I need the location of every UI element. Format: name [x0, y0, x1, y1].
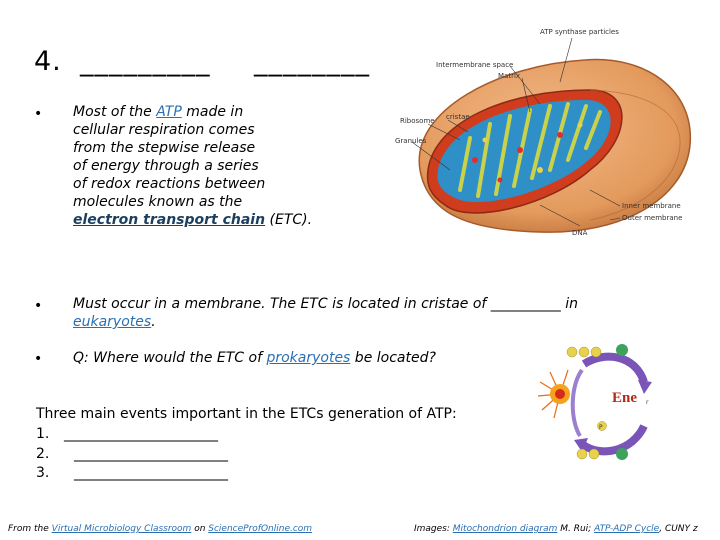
label-ribosome: Ribosome	[400, 117, 435, 125]
atp-adp-cycle-diagram	[536, 336, 660, 468]
footer-right	[414, 524, 698, 534]
label-inner-membrane: Inner membrane	[622, 202, 681, 210]
virtual-microbiology-link[interactable]: Virtual Microbiology Classroom	[51, 524, 192, 534]
prokaryotes-link[interactable]: prokaryotes	[266, 350, 351, 366]
cycle-phosphate-label: P	[599, 424, 603, 431]
event-1-blank: ______________________	[64, 426, 218, 442]
bullet-3	[73, 349, 493, 367]
events-heading: Three main events important in the ETCs generation of ATP:	[36, 406, 457, 422]
bullet-3-post: be located?	[350, 350, 436, 366]
scienceprofonline-link[interactable]: ScienceProfOnline.com	[208, 524, 313, 534]
energy-sub-label: r	[646, 399, 649, 406]
footer-right-post: , CUNY z	[659, 524, 698, 534]
bullet-1-line-0: made in	[186, 104, 244, 120]
label-granules: Granules	[395, 137, 427, 145]
footer-right-pre: Images:	[414, 524, 453, 534]
bullet-marker: •	[34, 298, 43, 314]
bullet-1-line-5: molecules known as the	[73, 194, 243, 210]
title-blank-2: ________	[254, 46, 370, 77]
label-cristae: cristae	[446, 113, 470, 121]
footer-left-pre: From the	[8, 524, 52, 534]
eukaryotes-link[interactable]: eukaryotes	[73, 314, 152, 330]
mitochondrion-diagram	[390, 20, 710, 250]
label-matrix: Matrix	[498, 72, 521, 80]
mitochondrion-diagram-link[interactable]: Mitochondrion diagram	[452, 524, 558, 534]
bullet-2-post: .	[151, 314, 156, 330]
title-blank-1: _________	[80, 46, 211, 77]
label-outer-membrane: Outer membrane	[622, 214, 683, 222]
label-intermembrane: Intermembrane space	[436, 61, 514, 69]
event-2-num: 2.	[36, 446, 50, 462]
event-3-blank: ______________________	[74, 465, 228, 481]
energy-label: Ene	[612, 390, 638, 406]
bullet-2	[73, 295, 673, 331]
bullet-1-pre: Most of the	[73, 104, 157, 120]
atp-link[interactable]: ATP	[156, 104, 182, 120]
label-dna: DNA	[572, 229, 588, 237]
bullet-3-pre: Q: Where would the ETC of	[73, 350, 267, 366]
event-2-blank: ______________________	[74, 446, 228, 462]
bullet-1-line-2: from the stepwise release	[73, 140, 256, 156]
etc-link[interactable]: electron transport chain	[73, 212, 266, 228]
label-atp-synthase: ATP synthase particles	[540, 28, 619, 36]
bullet-marker: •	[34, 351, 43, 367]
atp-adp-cycle-link[interactable]: ATP-ADP Cycle	[594, 524, 660, 534]
bullet-1-line-4: of redox reactions between	[73, 176, 266, 192]
footer-right-mid: M. Rui;	[557, 524, 595, 534]
event-1-num: 1.	[36, 426, 50, 442]
bullet-1-etc-post: (ETC).	[265, 212, 313, 228]
bullet-1	[73, 103, 373, 229]
bullet-2-line-1: Must occur in a membrane. The ETC is located in cristae of __________ in	[73, 296, 579, 312]
bullet-1-line-3: of energy through a series	[73, 158, 259, 174]
footer-left-mid: on	[191, 524, 209, 534]
slide-number: 4.	[34, 46, 62, 77]
footer-left	[8, 524, 312, 534]
event-3-num: 3.	[36, 465, 50, 481]
bullet-marker: •	[34, 106, 43, 122]
bullet-1-line-1: cellular respiration comes	[73, 122, 255, 138]
